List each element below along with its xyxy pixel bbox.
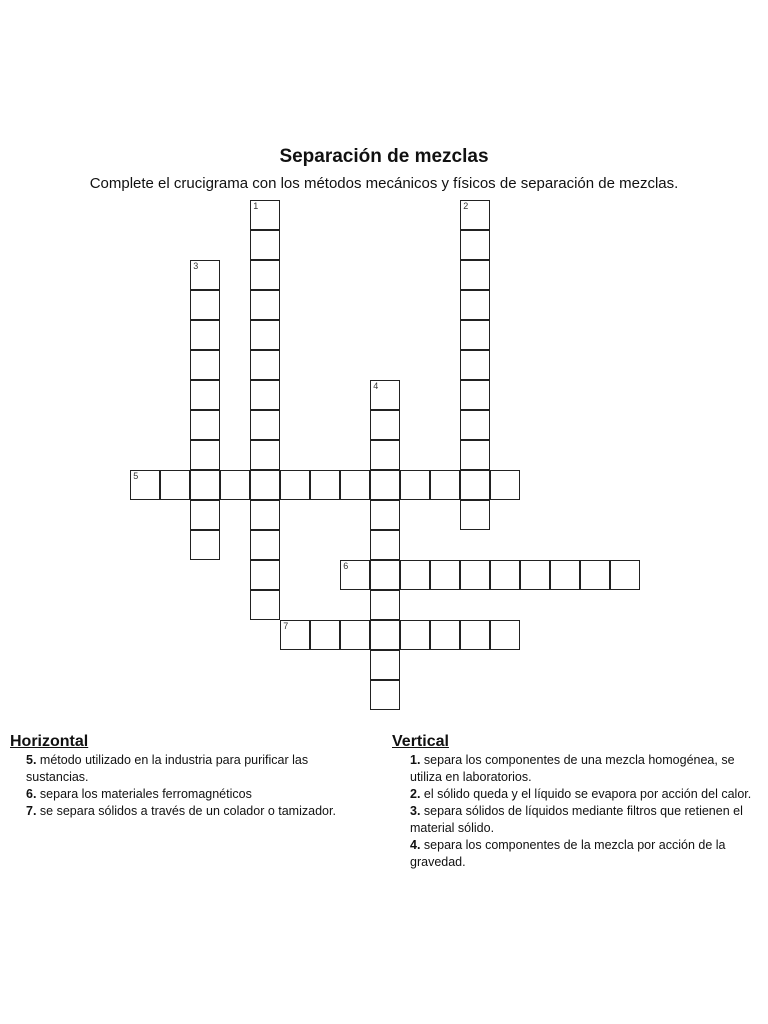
page-subtitle: Complete el crucigrama con los métodos mecánicos y físicos de separación de mezclas. xyxy=(89,175,679,192)
crossword-cell[interactable] xyxy=(250,320,280,350)
crossword-cell[interactable] xyxy=(430,560,460,590)
crossword-cell[interactable] xyxy=(190,380,220,410)
crossword-cell[interactable] xyxy=(370,380,400,410)
crossword-cell[interactable] xyxy=(340,560,370,590)
clue-text: separa los componentes de una mezcla homogénea, se utiliza en laboratorios. xyxy=(410,753,735,784)
clue-text: se separa sólidos a través de un colador o tamizador. xyxy=(39,804,336,818)
clue-number-label: 3 xyxy=(193,261,199,272)
crossword-cell[interactable] xyxy=(130,470,160,500)
clue-text: el sólido queda y el líquido se evapora por acción del calor. xyxy=(423,787,752,801)
clue-number: 3. xyxy=(410,804,421,818)
clue-horizontal-7 xyxy=(10,803,360,820)
horizontal-heading: Horizontal xyxy=(10,733,89,750)
crossword-cell[interactable] xyxy=(250,560,280,590)
crossword-cell[interactable] xyxy=(490,470,520,500)
page-title: Separación de mezclas xyxy=(279,146,489,167)
clue-vertical-3 xyxy=(392,803,762,837)
crossword-cell[interactable] xyxy=(250,500,280,530)
crossword-cell[interactable] xyxy=(250,260,280,290)
crossword-cell[interactable] xyxy=(370,590,400,620)
clue-text: separa los materiales ferromagnéticos xyxy=(39,787,252,801)
crossword-cell[interactable] xyxy=(460,380,490,410)
clue-number-label: 4 xyxy=(373,381,379,392)
crossword-cell[interactable] xyxy=(190,470,220,500)
crossword-cell[interactable] xyxy=(370,500,400,530)
crossword-cell[interactable] xyxy=(250,410,280,440)
crossword-cell[interactable] xyxy=(250,200,280,230)
crossword-cell[interactable] xyxy=(460,410,490,440)
crossword-cell[interactable] xyxy=(190,410,220,440)
crossword-cell[interactable] xyxy=(610,560,640,590)
crossword-cell[interactable] xyxy=(190,290,220,320)
crossword-cell[interactable] xyxy=(190,260,220,290)
crossword-cell[interactable] xyxy=(460,620,490,650)
crossword-cell[interactable] xyxy=(250,230,280,260)
crossword-cell[interactable] xyxy=(250,380,280,410)
crossword-cell[interactable] xyxy=(370,410,400,440)
clue-number: 7. xyxy=(26,804,37,818)
crossword-cell[interactable] xyxy=(430,470,460,500)
clue-number: 1. xyxy=(410,753,421,767)
clue-text: separa sólidos de líquidos mediante filtros que retienen el material sólido. xyxy=(410,804,743,835)
crossword-cell[interactable] xyxy=(370,440,400,470)
crossword-cell[interactable] xyxy=(400,470,430,500)
clue-vertical-4 xyxy=(392,837,762,871)
crossword-cell[interactable] xyxy=(460,440,490,470)
crossword-cell[interactable] xyxy=(250,470,280,500)
clue-number: 6. xyxy=(26,787,37,801)
crossword-cell[interactable] xyxy=(370,560,400,590)
crossword-cell[interactable] xyxy=(250,290,280,320)
crossword-cell[interactable] xyxy=(250,440,280,470)
crossword-cell[interactable] xyxy=(460,320,490,350)
clue-number-label: 5 xyxy=(133,471,139,482)
crossword-cell[interactable] xyxy=(190,350,220,380)
clue-horizontal-6 xyxy=(10,786,360,803)
clue-number: 5. xyxy=(26,753,37,767)
crossword-cell[interactable] xyxy=(190,500,220,530)
crossword-cell[interactable] xyxy=(370,530,400,560)
crossword-cell[interactable] xyxy=(370,470,400,500)
crossword-cell[interactable] xyxy=(370,680,400,710)
clue-number-label: 6 xyxy=(343,561,349,572)
crossword-cell[interactable] xyxy=(190,530,220,560)
crossword-cell[interactable] xyxy=(250,350,280,380)
clue-number-label: 7 xyxy=(283,621,289,632)
crossword-cell[interactable] xyxy=(190,320,220,350)
crossword-cell[interactable] xyxy=(340,470,370,500)
crossword-cell[interactable] xyxy=(280,620,310,650)
crossword-cell[interactable] xyxy=(250,530,280,560)
crossword-cell[interactable] xyxy=(520,560,550,590)
crossword-cell[interactable] xyxy=(400,620,430,650)
crossword-cell[interactable] xyxy=(460,560,490,590)
crossword-cell[interactable] xyxy=(220,470,250,500)
crossword-cell[interactable] xyxy=(190,440,220,470)
vertical-heading: Vertical xyxy=(392,733,449,750)
vertical-clues xyxy=(392,733,762,871)
clue-number: 4. xyxy=(410,838,421,852)
crossword-cell[interactable] xyxy=(340,620,370,650)
crossword-cell[interactable] xyxy=(280,470,310,500)
clue-vertical-2 xyxy=(392,786,762,803)
crossword-cell[interactable] xyxy=(460,260,490,290)
crossword-cell[interactable] xyxy=(550,560,580,590)
crossword-cell[interactable] xyxy=(460,290,490,320)
crossword-cell[interactable] xyxy=(490,620,520,650)
clue-vertical-1 xyxy=(392,752,762,786)
crossword-cell[interactable] xyxy=(400,560,430,590)
clue-horizontal-5 xyxy=(10,752,360,786)
crossword-cell[interactable] xyxy=(490,560,520,590)
clue-text: método utilizado en la industria para purificar las sustancias. xyxy=(26,753,309,784)
clue-number-label: 1 xyxy=(253,201,259,212)
crossword-cell[interactable] xyxy=(460,500,490,530)
clue-number: 2. xyxy=(410,787,421,801)
crossword-cell[interactable] xyxy=(160,470,190,500)
crossword-cell[interactable] xyxy=(310,620,340,650)
horizontal-clues xyxy=(10,733,360,820)
crossword-cell[interactable] xyxy=(250,590,280,620)
clue-number-label: 2 xyxy=(463,201,469,212)
clue-text: separa los componentes de la mezcla por acción de la gravedad. xyxy=(410,838,726,869)
crossword-cell[interactable] xyxy=(370,650,400,680)
crossword-cell[interactable] xyxy=(460,200,490,230)
crossword-cell[interactable] xyxy=(460,470,490,500)
crossword-cell[interactable] xyxy=(460,350,490,380)
crossword-cell[interactable] xyxy=(460,230,490,260)
crossword-cell[interactable] xyxy=(580,560,610,590)
crossword-cell[interactable] xyxy=(430,620,460,650)
crossword-cell[interactable] xyxy=(310,470,340,500)
crossword-cell[interactable] xyxy=(370,620,400,650)
